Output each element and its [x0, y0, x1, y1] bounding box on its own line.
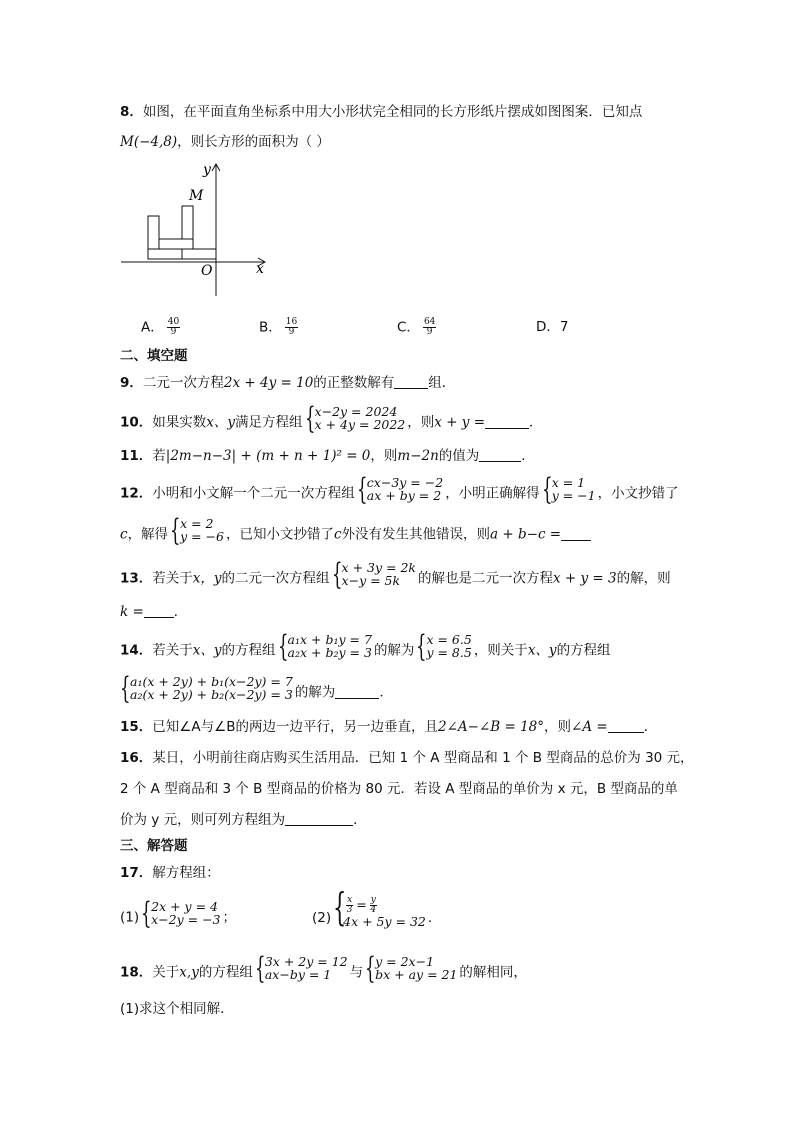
q10-system-row1: x−2y = 2024 [314, 404, 398, 419]
q12-solution-wrong: { x = 2 y = −6 [170, 513, 224, 548]
option-c-fraction [423, 318, 436, 337]
q15-number: 15． [120, 719, 153, 735]
q11 [120, 447, 535, 465]
option-d-letter: D． [536, 319, 560, 335]
q8-number: 8． [120, 104, 143, 120]
q10-post: ，则 [407, 414, 435, 431]
q9-pre: 二元一次方程 [142, 375, 224, 391]
option-a-num: 40 [167, 317, 180, 327]
q10-end: ． [529, 414, 543, 431]
q16-end: ． [353, 812, 367, 828]
q15-expr: 2∠A−∠B = 18° [438, 719, 545, 735]
q10-mid: 满足方程组 [235, 414, 303, 431]
q17-frac-y: $\frac{y}{4}$ [370, 895, 377, 915]
q13-k: k = [120, 604, 144, 620]
q8-text: 如图，在平面直角坐标系中用大小形状完全相同的长方形纸片摆成如图图案．已知点 [142, 104, 643, 120]
q14-line2 [120, 671, 393, 710]
q17-part1-label: (1) [120, 909, 140, 926]
q18-pre: 关于 [152, 964, 180, 981]
q17-part2 [312, 885, 442, 940]
q11-mid: ，则 [370, 448, 398, 464]
q17-part1-row2: x−2y = −3 [151, 912, 221, 927]
q18-line1 [120, 951, 527, 990]
q10-pre: 如果实数 [152, 414, 207, 431]
q8-figure [115, 158, 275, 300]
q14-system-row2: a₂x + b₂y = 3 [287, 645, 372, 660]
q10-vars: x、y [206, 414, 236, 431]
option-c-num: 64 [423, 317, 436, 327]
q14-vars: x、y [192, 642, 222, 659]
rect-horizontal-bottom-left [148, 249, 182, 259]
q14-line1 [120, 629, 611, 668]
q8-option-c [397, 318, 439, 337]
q13-eq: x + y = 3 [552, 570, 617, 587]
option-b-den: 9 [288, 327, 295, 337]
q17-part2-end: ． [427, 910, 442, 926]
q14-post2: 的方程组 [556, 642, 611, 659]
q18-system2-row2: bx + ay = 21 [375, 967, 458, 982]
q18-system1-row2: ax−by = 1 [264, 967, 332, 982]
q13-answer-blank[interactable] [144, 603, 174, 618]
q12-system: { cx−3y = −2 ax + by = 2 [356, 472, 444, 507]
q16-number: 16． [120, 750, 153, 766]
option-a-den: 9 [170, 327, 177, 337]
q18-system1-row1: 3x + 2y = 12 [264, 954, 348, 969]
q15-answer-blank[interactable] [608, 718, 644, 733]
q18-system2: { y = 2x−1 bx + ay = 21 [365, 951, 458, 986]
option-d-value: 7 [559, 319, 569, 335]
q17-part1-system: { 2x + y = 4 x−2y = −3 [141, 896, 221, 931]
q16-text1: 某日，小明前往商店购买生活用品．已知 1 个 A 型商品和 1 个 B 型商品的总价为 30 元， [152, 750, 694, 766]
q17-part2-system: { $\frac{x}{3}$ = $\frac{y}{4}$ 4x + 5y = 32 [333, 885, 426, 929]
q11-end: ． [521, 448, 535, 464]
q12-wrong-row2: y = −6 [180, 529, 224, 544]
q14-solution-row1: x = 6.5 [426, 632, 472, 647]
q12-var-c: c [120, 526, 128, 543]
q12-wrong-row1: x = 2 [180, 516, 214, 531]
q12-l2-pre: ，解得 [127, 526, 169, 543]
rect-vertical-right [182, 206, 193, 239]
q13-end: 的解，则 [616, 570, 671, 587]
q9-end: 组． [428, 375, 456, 391]
q18-part1: (1)求这个相同解． [120, 1001, 234, 1017]
q11-post: 的值为 [438, 448, 480, 464]
q10-system-row2: x + 4y = 2022 [314, 417, 406, 432]
q12-line2 [120, 513, 591, 552]
q17-number: 17． [120, 865, 153, 881]
q18-system1: { 3x + 2y = 12 ax−by = 1 [254, 951, 348, 986]
q10-expr: x + y = [434, 414, 486, 431]
q9 [120, 374, 455, 392]
q14-mid: 的方程组 [221, 642, 276, 659]
option-b-num: 16 [285, 317, 298, 327]
q13-l2-end: ． [173, 604, 188, 620]
q17-part2-row2: 4x + 5y = 32 [343, 914, 426, 929]
option-a-letter: A． [141, 319, 164, 336]
option-c-den: 9 [426, 327, 433, 337]
q16-line2: 2 个 A 型商品和 3 个 B 型商品的价格为 80 元．若设 A 型商品的单价为 x 元，B 型商品的单 [120, 781, 678, 797]
section-solve-title: 三、解答题 [120, 838, 188, 854]
q14-system-row1: a₁x + b₁y = 7 [287, 632, 372, 647]
rect-horizontal-bottom-right [182, 249, 216, 259]
q17-text: 解方程组： [152, 865, 220, 881]
q12-pre: 小明和小文解一个二元一次方程组 [152, 485, 355, 502]
q12-l2-mid2: 外没有发生其他错误，则 [341, 526, 491, 543]
origin-label: O [201, 263, 213, 279]
rect-vertical-left [148, 216, 159, 249]
rectangles [148, 206, 216, 259]
q10-number: 10． [120, 414, 153, 431]
q18-mid: 的方程组 [198, 964, 253, 981]
section-fill-in-title: 二、填空题 [120, 348, 188, 364]
q13-system: { x + 3y = 2k x−y = 5k [331, 557, 416, 592]
q14-pre: 若关于 [152, 642, 193, 659]
option-c-letter: C． [397, 319, 420, 336]
q8-option-a [141, 318, 183, 337]
q12-line1 [120, 472, 679, 511]
y-label: y [203, 162, 211, 178]
q12-solution-correct: { x = 1 y = −1 [541, 472, 596, 507]
q15-end: ． [643, 719, 658, 735]
q9-answer-blank[interactable] [394, 374, 428, 389]
q18-post: 的解相同， [459, 964, 527, 981]
q11-number: 11． [120, 448, 153, 464]
q14-system: { a₁x + b₁y = 7 a₂x + b₂y = 3 [277, 629, 372, 664]
q15 [120, 718, 657, 736]
q12-l2-mid: ，已知小文抄错了 [225, 526, 334, 543]
q12-number: 12． [120, 485, 153, 502]
option-b-letter: B． [259, 319, 282, 336]
q12-var-c2: c [333, 526, 342, 543]
q16-line3 [120, 811, 367, 829]
q14-l2-post: 的解为 [294, 684, 336, 701]
q9-equation: 2x + 4y = 10 [223, 375, 314, 391]
q11-answer-blank[interactable] [479, 447, 521, 462]
option-a-fraction [167, 318, 180, 337]
x-label: x [256, 261, 264, 277]
q13-pre: 若关于 [152, 570, 193, 587]
q10-answer-blank[interactable] [485, 414, 529, 429]
q18-number: 18． [120, 964, 153, 981]
q12-mid: ，小明正确解得 [445, 485, 540, 502]
q17-part1-row1: 2x + y = 4 [151, 899, 218, 914]
q17-header [120, 864, 220, 882]
q14-vars2: x、y [527, 642, 557, 659]
m-label: M [189, 188, 204, 204]
q12-answer-blank[interactable] [561, 526, 591, 541]
q12-system-row1: cx−3y = −2 [366, 475, 444, 490]
q14-solution-row2: y = 8.5 [426, 645, 472, 660]
q15-text: 已知∠A与∠B的两边一边平行，另一边垂直，且 [152, 719, 438, 735]
q13-post: 的解也是二元一次方程 [417, 570, 553, 587]
q14-answer-blank[interactable] [335, 684, 379, 699]
q12-l2-expr: a + b−c = [490, 526, 562, 543]
q15-mid: ，则 [544, 719, 572, 735]
q13-vars: x，y [192, 570, 222, 587]
q8-option-b [259, 318, 301, 337]
q14-number: 14． [120, 642, 153, 659]
q17-part1 [120, 896, 237, 935]
q12-system-row2: ax + by = 2 [366, 488, 442, 503]
q17-part2-label: (2) [312, 910, 332, 926]
rect-horizontal-mid [159, 239, 193, 249]
q14-system2-row2: a₂(x + 2y) + b₂(x−2y) = 3 [130, 687, 293, 702]
q8-text2: ，则长方形的面积为（ ） [177, 134, 330, 150]
q14-post: ，则关于 [473, 642, 528, 659]
q18-mid2: 与 [349, 964, 364, 981]
q13-number: 13． [120, 570, 153, 587]
q14-system2: { a₁(x + 2y) + b₁(x−2y) = 7 a₂(x + 2y) + b₂(x−2y) = 3 [120, 671, 293, 706]
q17-part2-row1: $\frac{x}{3}$ = $\frac{y}{4}$ [346, 895, 377, 915]
q14-l2-end: ． [379, 684, 393, 701]
q17-part1-end: ； [222, 909, 237, 926]
q12-solution-row2: y = −1 [551, 488, 596, 503]
q13-system-row1: x + 3y = 2k [341, 560, 416, 575]
q8-point: M(−4,8) [120, 134, 178, 150]
q11-expr: |2m−n−3| + (m + n + 1)² = 0 [165, 448, 371, 464]
q9-number: 9． [120, 375, 143, 391]
q16-text3: 价为 y 元，则可列方程组为 [120, 812, 286, 828]
q10-system: { x−2y = 2024 x + 4y = 2022 [304, 401, 406, 436]
q13-system-row2: x−y = 5k [341, 573, 401, 588]
q14-system2-row1: a₁(x + 2y) + b₁(x−2y) = 7 [130, 674, 293, 689]
q8-line1 [120, 103, 642, 121]
q14-mid2: 的解为 [373, 642, 415, 659]
q13-mid: 的二元一次方程组 [221, 570, 330, 587]
q12-solution-row1: x = 1 [551, 475, 586, 490]
q18-vars: x,y [179, 964, 199, 981]
q9-post: 的正整数解有 [313, 375, 395, 391]
q10 [120, 401, 543, 440]
q13-line2 [120, 603, 187, 621]
q11-expr2: m−2n [397, 448, 439, 464]
q16-answer-blank[interactable] [285, 811, 353, 826]
q17-frac-x: $\frac{x}{3}$ [346, 895, 353, 915]
q11-pre: 若 [152, 448, 166, 464]
q8-line2 [120, 133, 330, 151]
q18-system2-row1: y = 2x−1 [375, 954, 435, 969]
q15-expr2: ∠A = [571, 719, 608, 735]
q12-post: ，小文抄错了 [597, 485, 679, 502]
q13-line1 [120, 557, 671, 596]
q8-option-d [536, 318, 569, 336]
option-b-fraction [285, 318, 298, 337]
q16-line1 [120, 749, 694, 767]
q14-solution: { x = 6.5 y = 8.5 [416, 629, 472, 664]
